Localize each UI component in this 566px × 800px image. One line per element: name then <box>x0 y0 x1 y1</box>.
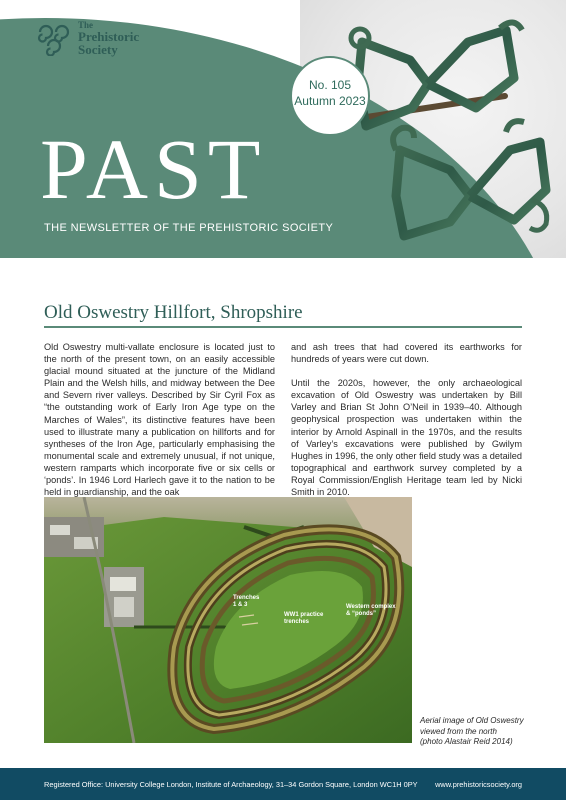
paragraph: and ash trees that had covered its earthworks for hundreds of years were cut down. <box>291 342 522 365</box>
triple-spiral-icon <box>30 20 72 56</box>
label-line: 1 & 3 <box>233 602 248 608</box>
paragraph: Until the 2020s, however, the only archaeological excavation of Old Oswestry was undertaken by Bill Varley and Brian St John O’Neil in 1939–40. Although geophysical prospection was undertaken within the interior by Arnold Aspinall in the 1970s, and the results of Varley’s excavations were published by Gwilym Hughes in 1996, the only other field study was a detailed topographical and earthwork survey completed by a Royal Commission/English Heritage team led by Nicki Smith in 2010. <box>291 378 522 498</box>
issue-badge <box>290 56 370 136</box>
aerial-hillfort-image <box>44 497 412 743</box>
issue-season: Autumn 2023 <box>294 94 366 108</box>
issue-number: No. 105 <box>308 78 352 92</box>
footer-bar <box>0 768 566 800</box>
photo-label-western-complex <box>346 604 396 618</box>
masthead-tagline: THE NEWSLETTER OF THE PREHISTORIC SOCIETY <box>44 222 334 234</box>
photo-label-ww1-trenches <box>284 612 323 626</box>
label-line: & “ponds” <box>346 611 376 617</box>
caption-line: viewed from the north <box>420 726 497 736</box>
website-link[interactable]: www.prehistoricsociety.org <box>435 780 522 789</box>
masthead-header <box>0 0 566 258</box>
aerial-photo <box>44 497 412 743</box>
title-divider <box>44 326 522 328</box>
caption-line: Aerial image of Old Oswestry <box>420 716 524 725</box>
paragraph: Old Oswestry multi-vallate enclosure is located just to the north of the present town, on an easily accessible glacial mound situated at the juncture of the Midland Plain and the Welsh hills, and midway between the Dee and Severn river valleys. Described by Sir Cyril Fox as “the outstanding work of Early Iron Age type on the Marches of Wales”, its distinctive features have been used to illustrate many a publication on hillforts and for syntheses of the Iron Age, particularly emphasising the monumental scale and extremely unusual, if not unique, western ramparts which incorporate five or six cells or ‘ponds’. In 1946 Lord Harlech gave it to the nation to be held in guardianship, and the oak <box>44 342 275 498</box>
masthead-title: PAST <box>40 121 267 217</box>
article-column-right <box>291 341 522 510</box>
label-line: WW1 practice <box>284 612 324 618</box>
photo-label-trenches <box>233 595 259 609</box>
photo-caption <box>420 716 540 748</box>
article-column-left <box>44 341 275 510</box>
label-line: Trenches <box>233 595 260 601</box>
label-line: trenches <box>284 619 310 625</box>
logo-wordmark <box>78 20 139 56</box>
logo-line-prehistoric: Prehistoric <box>78 29 140 44</box>
article-title: Old Oswestry Hillfort, Shropshire <box>44 302 303 323</box>
prehistoric-society-logo <box>30 18 170 58</box>
registered-office-address: Registered Office: University College London, Institute of Archaeology, 31–34 Gordon Square, London WC1H 0PY <box>44 780 418 789</box>
label-line: Western complex <box>346 604 396 610</box>
caption-line: (photo Alastair Reid 2014) <box>420 737 513 746</box>
logo-line-society: Society <box>78 42 118 57</box>
logo-line-the: The <box>78 20 94 30</box>
